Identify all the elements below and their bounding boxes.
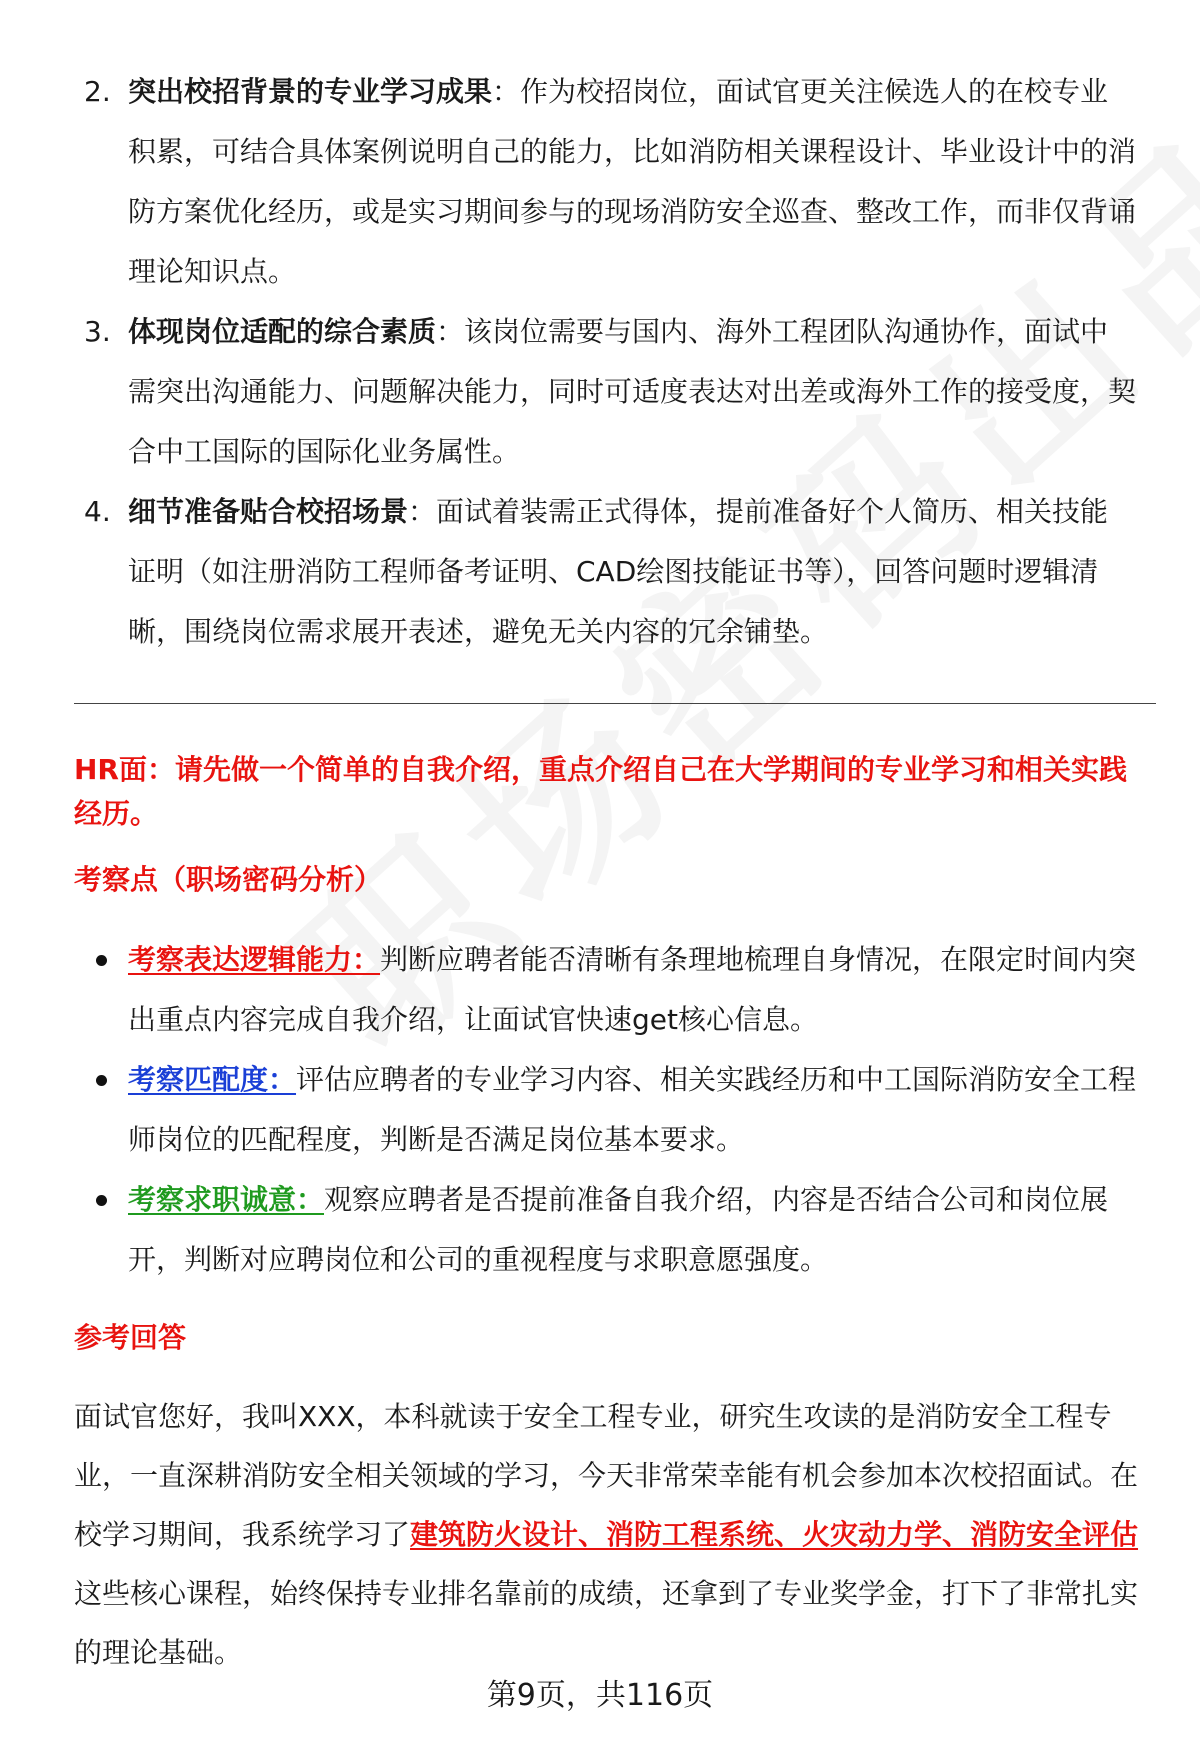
tips-list bbox=[76, 62, 1136, 662]
list-item-body: ：该岗位需要与国内、海外工程团队沟通协作，面试中需突出沟通能力、问题解决能力，同时可适度表达对出差或海外工作的接受度，契合中工国际的国际化业务属性。 bbox=[128, 315, 1137, 468]
answer-highlight: 建筑防火设计、消防工程系统、火灾动力学、消防安全评估 bbox=[410, 1518, 1139, 1551]
check-point-body: 观察应聘者是否提前准备自我介绍，内容是否结合公司和岗位展开，判断对应聘岗位和公司的重视程度与求职意愿强度。 bbox=[128, 1183, 1109, 1276]
bullet-dot-icon bbox=[96, 955, 107, 966]
list-item-body: ：面试着装需正式得体，提前准备好个人简历、相关技能证明（如注册消防工程师备考证明、CAD绘图技能证书等），回答问题时逻辑清晰，围绕岗位需求展开表述，避免无关内容的冗余铺垫。 bbox=[128, 495, 1109, 648]
check-point-label: 考察求职诚意： bbox=[128, 1183, 325, 1216]
check-points-heading: 考察点（职场密码分析） bbox=[74, 863, 383, 896]
check-point-body: 判断应聘者能否清晰有条理地梳理自身情况，在限定时间内突出重点内容完成自我介绍，让面试官快速get核心信息。 bbox=[128, 943, 1137, 1036]
list-item-title: 突出校招背景的专业学习成果 bbox=[128, 75, 493, 108]
list-item bbox=[76, 62, 1136, 302]
check-point-label: 考察表达逻辑能力： bbox=[128, 943, 381, 976]
check-point-body: 评估应聘者的专业学习内容、相关实践经历和中工国际消防安全工程师岗位的匹配程度，判断是否满足岗位基本要求。 bbox=[128, 1063, 1137, 1156]
bullet-dot-icon bbox=[96, 1075, 107, 1086]
bullet-dot-icon bbox=[96, 1195, 107, 1206]
reference-answer bbox=[74, 1387, 1154, 1682]
check-points-list bbox=[96, 930, 1156, 1290]
list-number: 4. bbox=[84, 495, 111, 528]
list-item-title: 体现岗位适配的综合素质 bbox=[128, 315, 437, 348]
page-number: 第9页，共116页 bbox=[486, 1678, 714, 1713]
check-point-item bbox=[96, 1050, 1156, 1170]
list-item-body: ：作为校招岗位，面试官更关注候选人的在校专业积累，可结合具体案例说明自己的能力，比如消防相关课程设计、毕业设计中的消防方案优化经历，或是实习期间参与的现场消防安全巡查、整改工作，而非仅背诵理论知识点。 bbox=[128, 75, 1137, 288]
list-item bbox=[76, 302, 1136, 482]
answer-text: 这些核心课程，始终保持专业排名靠前的成绩，还拿到了专业奖学金，打下了非常扎实的理论基础。 bbox=[74, 1577, 1139, 1669]
section-divider bbox=[74, 703, 1156, 704]
answer-text: 面试官您好，我叫XXX，本科就读于安全工程专业，研究生攻读的是消防安全工程专业，一直深耕消防安全相关领域的学习，今天非常荣幸能有机会参加本次校招面试。在校学习期间，我系统学习了 bbox=[74, 1400, 1139, 1551]
list-number: 3. bbox=[84, 315, 111, 348]
hr-question: HR面：请先做一个简单的自我介绍，重点介绍自己在大学期间的专业学习和相关实践经历。 bbox=[74, 753, 1127, 830]
list-item-title: 细节准备贴合校招场景 bbox=[128, 495, 409, 528]
answer-heading: 参考回答 bbox=[74, 1321, 187, 1354]
check-point-item bbox=[96, 930, 1156, 1050]
check-point-label: 考察匹配度： bbox=[128, 1063, 297, 1096]
list-number: 2. bbox=[84, 75, 111, 108]
list-item bbox=[76, 482, 1136, 662]
check-point-item bbox=[96, 1170, 1156, 1290]
